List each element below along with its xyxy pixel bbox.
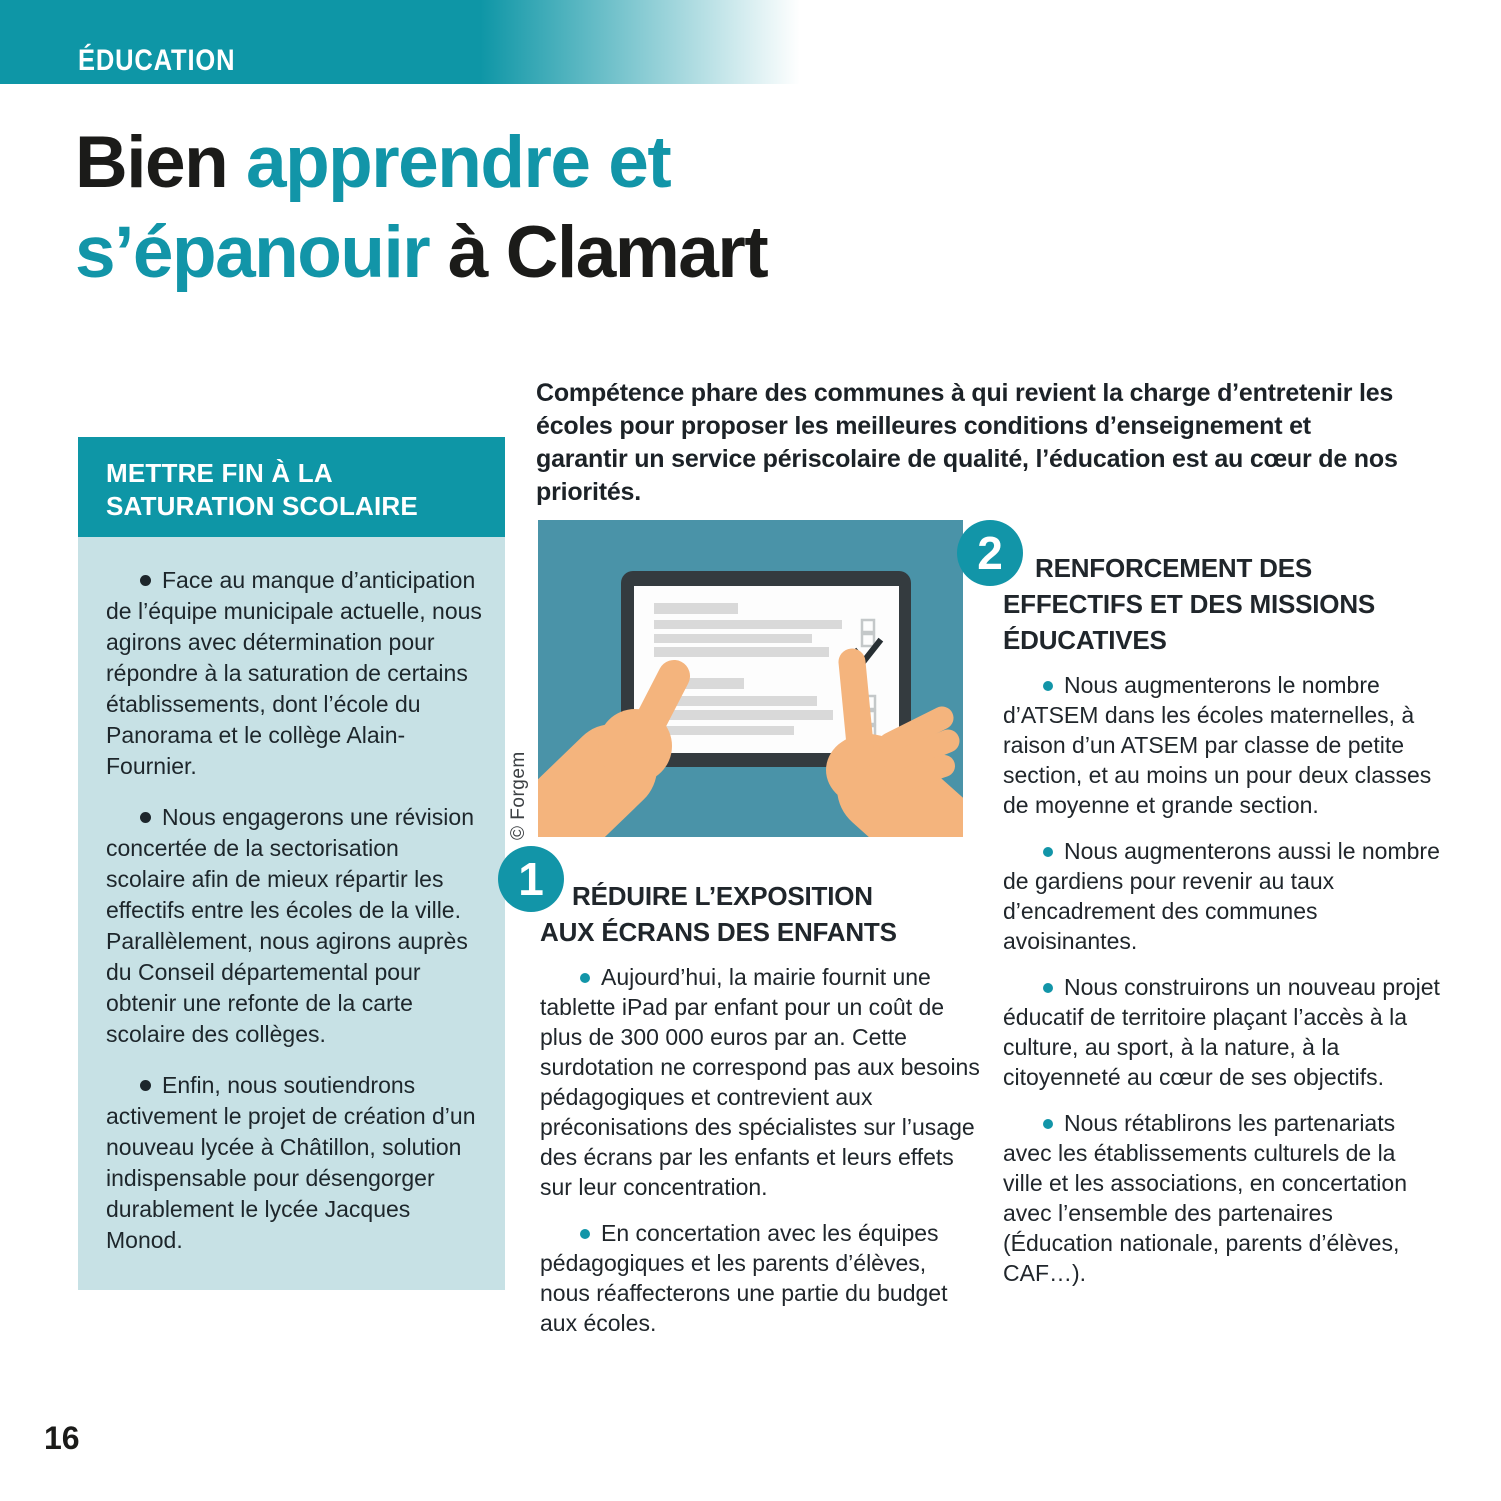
bullet-dot-icon (580, 1229, 590, 1239)
section-2-bullets (1003, 670, 1440, 1288)
section-bullet-text: Nous rétablirons les partenariats avec les établissements culturels de la ville et les associations, en concertation avec l’ensemble des partenaires (Éducation nationale, parents d’élèves, CAF…). (1003, 1110, 1407, 1286)
section-bullet (540, 962, 982, 1202)
sidebar-bullet (106, 565, 483, 782)
sidebar-bullet-text: Face au manque d’anticipation de l’équipe municipale actuelle, nous agirons avec détermination pour répondre à la saturation de certains établissements, dont l’école du Panorama et le collège Alain-Fournier. (106, 567, 482, 779)
bullet-dot-icon (580, 973, 590, 983)
page-title (75, 118, 767, 298)
section-bullet-text: Nous augmenterons le nombre d’ATSEM dans les écoles maternelles, à raison d’un ATSEM par classe de petite section, et au moins un pour deux classes de moyenne et grande section. (1003, 672, 1432, 818)
bullet-dot-icon (140, 812, 151, 823)
title-teal-2: s’épanouir (75, 212, 430, 293)
section-1-title-line: AUX ÉCRANS DES ENFANTS (540, 917, 897, 947)
section-bullet-text: Nous augmenterons aussi le nombre de gardiens pour revenir au taux d’encadrement des communes avoisinantes. (1003, 838, 1440, 954)
section-1-badge: 1 (498, 846, 564, 912)
bullet-dot-icon (1043, 983, 1053, 993)
sidebar-bullet-text: Enfin, nous soutiendrons activement le projet de création d’un nouveau lycée à Châtillon, solution indispensable pour désengorger durablement le lycée Jacques Monod. (106, 1072, 476, 1253)
header-bar (0, 0, 800, 84)
section-2-badge: 2 (957, 520, 1023, 586)
sidebar-box (78, 437, 505, 1290)
illustration (538, 520, 963, 837)
bullet-dot-icon (140, 1080, 151, 1091)
section-staff-reinforcement (977, 527, 1440, 1304)
section-kicker: ÉDUCATION (78, 44, 236, 77)
section-reduce-screen-exposure (518, 853, 982, 1354)
sidebar-bullet (106, 1070, 483, 1256)
section-bullet (1003, 836, 1440, 956)
bullet-dot-icon (140, 575, 151, 586)
section-bullet (1003, 670, 1440, 820)
section-bullet-text: En concertation avec les équipes pédagogiques et les parents d’élèves, nous réaffecterons une partie du budget aux écoles. (540, 1220, 948, 1336)
section-bullet (1003, 972, 1440, 1092)
bullet-dot-icon (1043, 847, 1053, 857)
photo-credit: © Forgem (508, 751, 529, 840)
sidebar-bullet-text: Nous engagerons une révision concertée de la sectorisation scolaire afin de mieux répartir les effectifs entre les écoles de la ville. Parallèlement, nous agirons auprès du Conseil départemental pour obtenir une refonte de la carte scolaire des collèges. (106, 804, 474, 1047)
title-black-2: à Clamart (429, 212, 768, 293)
title-black-1: Bien (75, 122, 246, 203)
sidebar-bullet (106, 802, 483, 1050)
section-1-title-line: RÉDUIRE L’EXPOSITION (572, 881, 873, 911)
bullet-dot-icon (1043, 1119, 1053, 1129)
tablet-checklist-illustration (538, 520, 963, 837)
sidebar-body (78, 537, 505, 1290)
section-2-title-line: RENFORCEMENT DES (1035, 553, 1313, 583)
section-2-title-line: ÉDUCATIVES (1003, 625, 1167, 655)
section-1-bullets (540, 962, 982, 1338)
section-1-title (540, 878, 982, 950)
section-bullet (1003, 1108, 1440, 1288)
section-bullet (540, 1218, 982, 1338)
section-2-title-line: EFFECTIFS ET DES MISSIONS (1003, 589, 1376, 619)
title-teal-1: apprendre et (245, 122, 671, 203)
section-2-title (1003, 550, 1440, 658)
section-bullet-text: Aujourd’hui, la mairie fournit une tablette iPad par enfant pour un coût de plus de 300 000 euros par an. Cette surdotation ne correspond pas aux besoins pédagogiques et contrevient aux préconisations des spécialistes sur l’usage des écrans par les enfants et leurs effets sur leur concentration. (540, 964, 980, 1200)
sidebar-title: METTRE FIN À LA SATURATION SCOLAIRE (78, 437, 505, 537)
intro-paragraph: Compétence phare des communes à qui revient la charge d’entretenir les écoles pour proposer les meilleures conditions d’enseignement et garantir un service périscolaire de qualité, l’éducation est au cœur de nos priorités. (536, 379, 1398, 506)
bullet-dot-icon (1043, 681, 1053, 691)
page-number: 16 (44, 1420, 80, 1456)
section-bullet-text: Nous construirons un nouveau projet éducatif de territoire plaçant l’accès à la culture, au sport, à la nature, à la citoyenneté au cœur de ses objectifs. (1003, 974, 1440, 1090)
